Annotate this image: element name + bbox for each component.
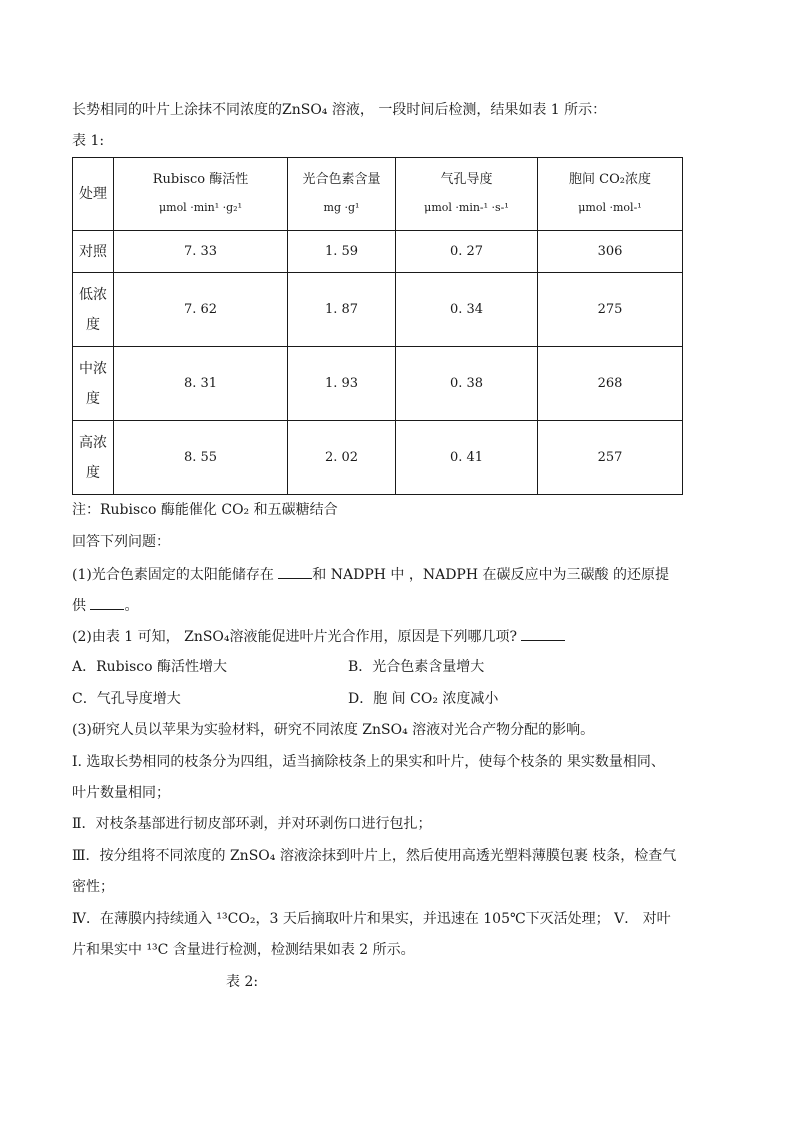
cell-value: 268	[538, 347, 683, 421]
cell-value: 275	[538, 273, 683, 347]
cell-value: 8. 55	[114, 421, 288, 495]
step-4-cont: 片和果实中 ¹³C 含量进行检测，检测结果如表 2 所示。	[72, 942, 415, 958]
cell-value: 7. 62	[114, 273, 288, 347]
question-2: (2)由表 1 可知， ZnSO₄溶液能促进叶片光合作用，原因是下列哪几项?	[72, 626, 565, 647]
cell-value: 306	[538, 231, 683, 273]
question-1: (1)光合色素固定的太阳能储存在 和 NADPH 中 ，NADPH 在碳反应中为三碳酸 的还原提	[72, 564, 669, 585]
step-4: Ⅳ．在薄膜内持续通入 ¹³CO₂，3 天后摘取叶片和果实，并迅速在 105℃下灭活处理； V． 对叶	[72, 911, 671, 927]
table-row	[73, 421, 683, 495]
step-1: I. 选取长势相同的枝条分为四组，适当摘除枝条上的果实和叶片，使每个枝条的 果实数量相同、	[72, 754, 665, 770]
table-header-row	[73, 158, 683, 231]
row-label: 中浓	[79, 360, 107, 377]
question-3-intro: (3)研究人员以苹果为实验材料，研究不同浓度 ZnSO₄ 溶液对光合产物分配的影响。	[72, 722, 595, 738]
table-note: 注：Rubisco 酶能催化 CO₂ 和五碳糖结合	[72, 502, 338, 518]
row-label: 对照	[79, 243, 107, 260]
row-label: 高浓	[79, 434, 107, 451]
cell-value: 1. 93	[288, 347, 396, 421]
step-3: Ⅲ．按分组将不同浓度的 ZnSO₄ 溶液涂抹到叶片上，然后使用高透光塑料薄膜包裹 枝条，检查气	[72, 848, 677, 864]
cell-value: 8. 31	[114, 347, 288, 421]
cell-value: 2. 02	[288, 421, 396, 495]
cell-value: 257	[538, 421, 683, 495]
answer-blank-3[interactable]	[521, 626, 565, 641]
option-b: B．光合色素含量增大	[348, 659, 485, 675]
cell-value: 0. 41	[396, 421, 538, 495]
table-1	[72, 157, 683, 495]
table-row	[73, 347, 683, 421]
cell-value: 1. 59	[288, 231, 396, 273]
header-co2: 胞间 CO₂浓度 μmol ·mol-¹	[538, 158, 683, 231]
header-rubisco: Rubisco 酶活性 μmol ·min¹ ·g₂¹	[114, 158, 288, 231]
row-label-cont: 度	[86, 464, 100, 481]
step-1-cont: 叶片数量相同；	[72, 785, 170, 801]
answer-blank-1[interactable]	[278, 564, 312, 579]
table-row	[73, 231, 683, 273]
header-pigment: 光合色素含量 mg ·g¹	[288, 158, 396, 231]
row-label-cont: 度	[86, 390, 100, 407]
intro-text: 长势相同的叶片上涂抹不同浓度的ZnSO₄ 溶液， 一段时间后检测，结果如表 1 所示：	[72, 102, 607, 118]
option-a: A．Rubisco 酶活性增大	[72, 659, 228, 675]
table2-caption: 表 2:	[226, 974, 259, 990]
cell-value: 0. 34	[396, 273, 538, 347]
cell-value: 1. 87	[288, 273, 396, 347]
option-c: C．气孔导度增大	[72, 691, 181, 707]
step-2: Ⅱ．对枝条基部进行韧皮部环剥，并对环剥伤口进行包扎；	[72, 816, 432, 832]
prompt-text: 回答下列问题：	[72, 534, 170, 550]
header-treatment: 处理	[73, 158, 114, 231]
table1-caption: 表 1:	[72, 133, 105, 149]
cell-value: 0. 27	[396, 231, 538, 273]
row-label: 低浓	[79, 286, 107, 303]
row-label-cont: 度	[86, 316, 100, 333]
header-stomatal: 气孔导度 μmol ·min-¹ ·s-¹	[396, 158, 538, 231]
answer-blank-2[interactable]	[90, 595, 124, 610]
cell-value: 0. 38	[396, 347, 538, 421]
cell-value: 7. 33	[114, 231, 288, 273]
question-1-cont: 供 。	[72, 595, 138, 616]
step-3-cont: 密性；	[72, 879, 114, 895]
table-row	[73, 273, 683, 347]
option-d: D．胞 间 CO₂ 浓度减小	[348, 691, 499, 707]
